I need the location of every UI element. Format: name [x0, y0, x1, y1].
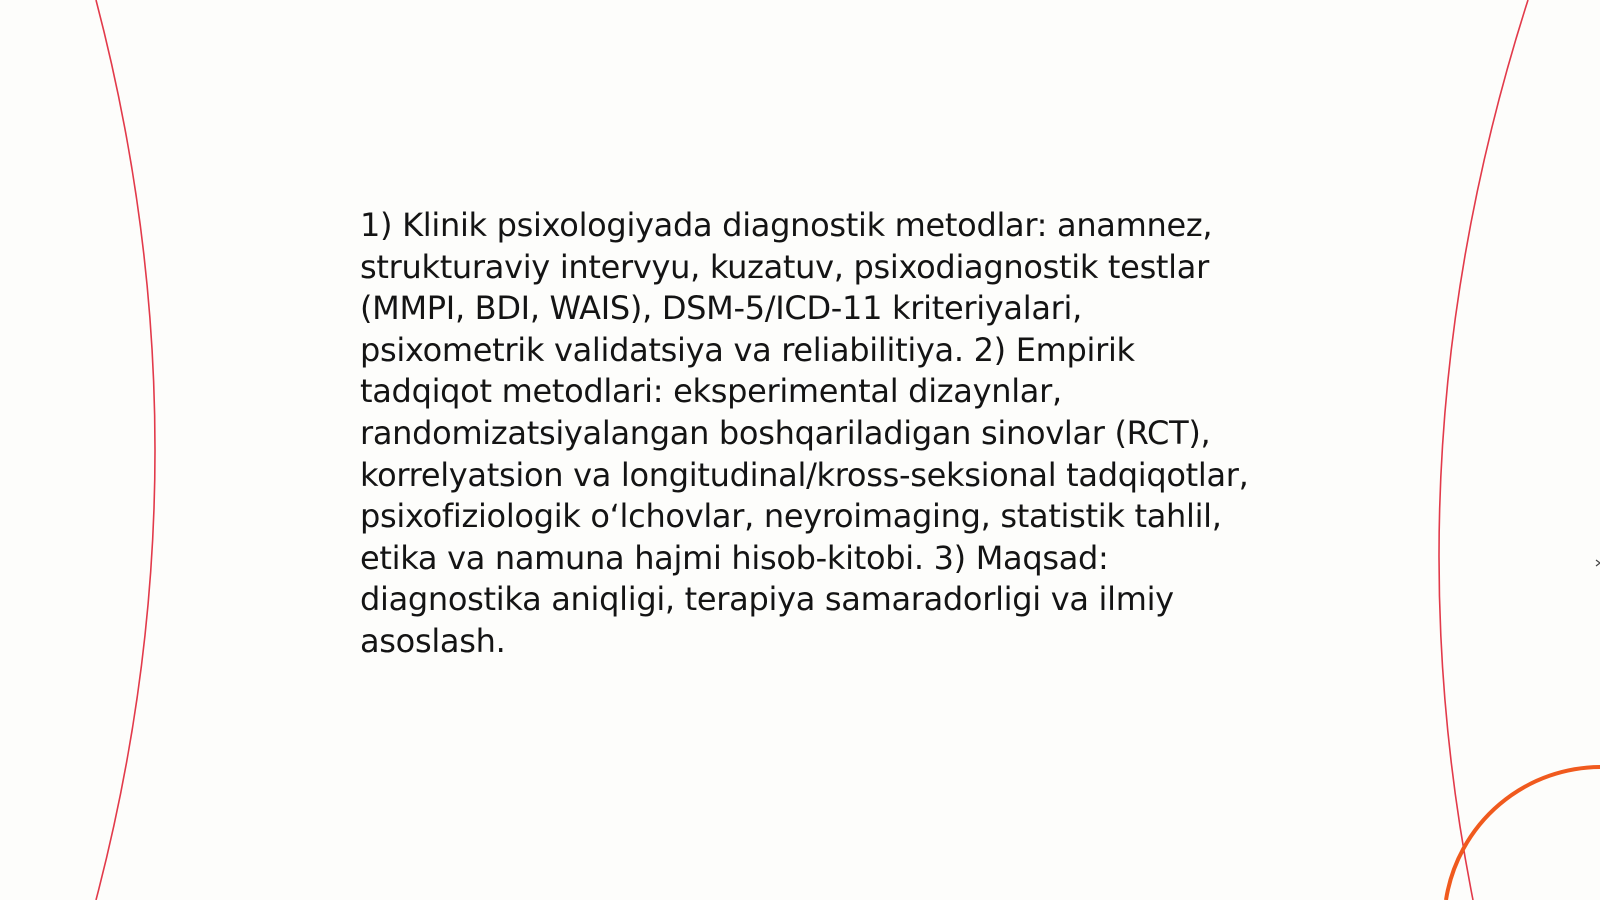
arrow-mark	[1596, 560, 1600, 566]
right-curve-line	[1439, 0, 1528, 900]
left-curve-line	[96, 0, 155, 900]
body-text: 1) Klinik psixologiyada diagnostik metodlar: anamnez, strukturaviy intervyu, kuzatuv, psixodiagnostik testlar (MMPI, BDI, WAIS), DSM-5/ICD-11 kriteriyalari, psixometrik validatsiya va reliabilitiya. 2) Empirik tadqiqot metodlari: eksperimental dizaynlar, randomizatsiyalangan boshqariladigan sinovlar (RCT), korrelyatsion va longitudinal/kross-seksional tadqiqotlar, psixofiziologik o‘lchovlar, neyroimaging, statistik tahlil, etika va namuna hajmi hisob-kitobi. 3) Maqsad: diagnostika aniqligi, terapiya samaradorligi va ilmiy asoslash.	[360, 206, 1249, 660]
